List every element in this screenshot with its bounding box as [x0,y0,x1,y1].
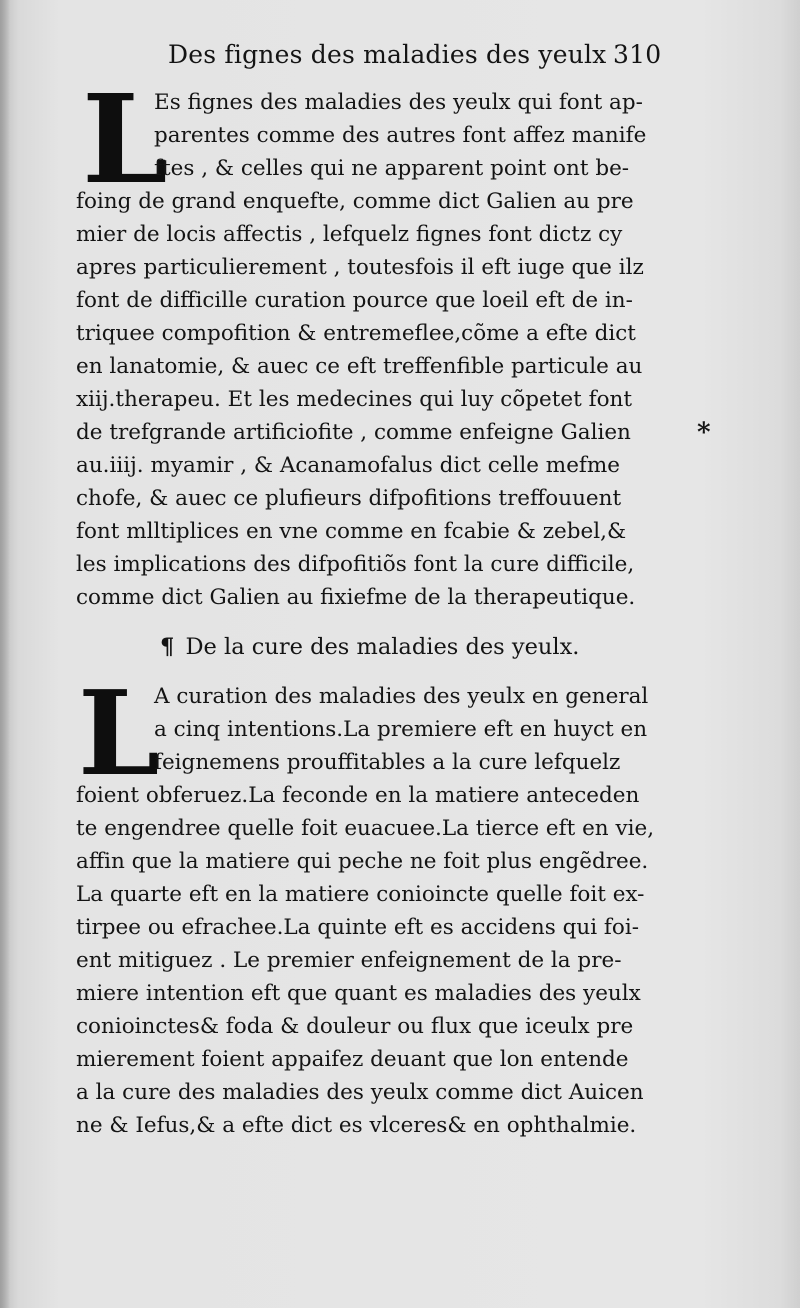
section-heading-text: De la cure des maladies des yeulx. [185,634,580,660]
text-line: ne & Iefus,& a efte dict es vlceres& en ophthalmie. [76,1113,637,1138]
paragraph-signs [76,86,686,614]
text-line: chofe, & auec ce plufieurs difpofitions treffouuent [76,486,622,511]
text-line: parentes comme des autres font affez manife [154,123,647,148]
text-line: a cinq intentions.La premiere eft en huyct en [154,717,648,742]
text-line: affin que la matiere qui peche ne foit plus engẽdree. [76,849,649,874]
text-line: en lanatomie, & auec ce eft treffenfible particule au [76,354,643,379]
text-line: La quarte eft en la matiere conioincte quelle foit ex- [76,882,645,907]
text-line: mier de locis affectis , lefquelz fignes font dictz cy [76,222,623,247]
text-line: feignemens prouffitables a la cure lefquelz [154,750,621,775]
text-line: au.iiij. myamir , & Acanamofalus dict celle mefme [76,453,620,478]
text-line: conioinctes& foda & douleur ou flux que iceulx pre [76,1014,634,1039]
text-line: triquee compofition & entremeflee,cõme a efte dict [76,321,636,346]
text-line: de trefgrande artificiofite , comme enfeigne Galien [76,420,631,445]
running-head [168,40,688,80]
text-line: A curation des maladies des yeulx en general [154,684,649,709]
pilcrow-icon: ¶ [160,634,175,660]
text-line: ent mitiguez . Le premier enfeignement de la pre- [76,948,622,973]
text-line: Es fignes des maladies des yeulx qui font ap- [154,90,643,115]
drop-cap-initial: L [82,67,168,211]
paragraph-cure [76,680,686,1142]
text-line: ftes , & celles qui ne apparent point ont be- [154,156,630,181]
text-line: a la cure des maladies des yeulx comme dict Auicen [76,1080,644,1105]
page-number: 310 [613,40,662,69]
drop-cap-initial: L [78,666,160,802]
text-line: xiij.therapeu. Et les medecines qui luy cõpetet font [76,387,632,412]
text-line: mierement foient appaifez deuant que lon entende [76,1047,629,1072]
text-line: font mlltiplices en vne comme en fcabie & zebel,& [76,519,627,544]
text-line: foing de grand enquefte, comme dict Galien au pre [76,189,634,214]
text-line: miere intention eft que quant es maladies des yeulx [76,981,641,1006]
text-line: font de difficille curation pource que loeil eft de in- [76,288,633,313]
text-line: tirpee ou efrachee.La quinte eft es accidens qui foi- [76,915,639,940]
marginal-asterisk: * [697,418,711,448]
text-line: foient obferuez.La feconde en la matiere anteceden [76,783,640,808]
text-line: te engendree quelle foit euacuee.La tierce eft en vie, [76,816,655,841]
text-line: apres particulierement , toutesfois il eft iuge que ilz [76,255,644,280]
running-title: Des fignes des maladies des yeulx [168,40,607,69]
gutter-shadow [0,0,10,1308]
section-heading [160,634,579,660]
text-line: les implications des difpofitiõs font la cure difficile, [76,552,635,577]
text-line: comme dict Galien au fixiefme de la therapeutique. [76,585,636,610]
